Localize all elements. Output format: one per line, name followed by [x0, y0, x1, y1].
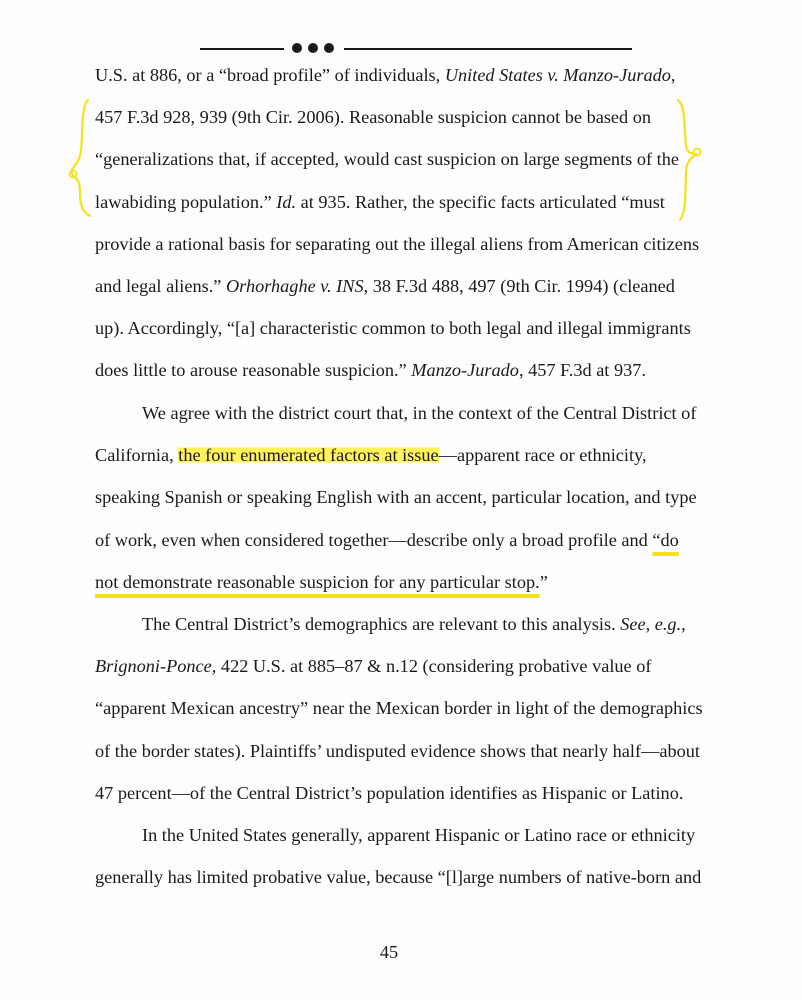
text-line: [95, 265, 715, 307]
text-line: “generalizations that, if accepted, would cast suspicion on large segments of the: [95, 149, 679, 170]
text-line: 457 F.3d 928, 939 (9th Cir. 2006). Reasonable suspicion cannot be based on: [95, 107, 652, 128]
paragraph-united-states: [95, 814, 715, 898]
text-run: , 38 F.3d 488, 497 (9th Cir. 1994) (cleaned: [363, 275, 675, 296]
ornament-dot: [324, 43, 334, 53]
text-line: provide a rational basis for separating out the illegal aliens from American citizens: [95, 233, 700, 254]
text-line: up). Accordingly, “[a] characteristic common to both legal and illegal immigrants: [95, 318, 691, 339]
paragraph-agree: [95, 392, 715, 603]
divider-rule-left: [200, 48, 284, 50]
text-run: California,: [95, 445, 179, 466]
text-run: The Central District’s demographics are relevant to this analysis.: [142, 614, 621, 634]
text-run: ,: [681, 614, 686, 634]
divider-rule-right: [344, 48, 632, 50]
text-line: [95, 434, 715, 476]
text-line: We agree with the district court that, in the context of the Central District of: [142, 403, 697, 423]
underlined-text: not demonstrate reasonable suspicion for any particular stop.: [95, 571, 540, 592]
left-bracket-annotation: [66, 96, 96, 220]
text-line: [95, 561, 715, 603]
text-line: [95, 645, 715, 687]
paragraph-continuation: [95, 54, 715, 392]
text-line: In the United States generally, apparent Hispanic or Latino race or ethnicity: [142, 825, 696, 845]
text-run: ”: [539, 571, 548, 592]
text-line: [95, 603, 715, 645]
case-citation: United States v. Manzo-Jurado: [444, 65, 671, 85]
text-line: [95, 54, 715, 96]
text-run: , 457 F.3d at 937.: [518, 360, 646, 381]
text-run: lawabiding population.”: [95, 191, 277, 212]
text-line: [95, 519, 715, 561]
text-line: speaking Spanish or speaking English with an accent, particular location, and type: [95, 487, 697, 508]
text-line: [95, 181, 715, 223]
text-run: —apparent race or ethnicity,: [438, 445, 647, 466]
underlined-text: “do: [652, 529, 679, 550]
text-run: , 422 U.S. at 885–87 & n.12 (considering probative value of: [211, 656, 652, 677]
case-citation: Manzo-Jurado: [411, 360, 519, 381]
paragraph-demographics: [95, 603, 715, 814]
highlighted-text: the four enumerated factors at issue: [178, 445, 439, 466]
text-run: of work, even when considered together—describe only a broad profile and: [95, 529, 653, 550]
text-line: “apparent Mexican ancestry” near the Mexican border in light of the demographics: [95, 698, 703, 719]
text-line: 47 percent—of the Central District’s population identifies as Hispanic or Latino.: [95, 782, 684, 803]
text-run: ,: [670, 65, 676, 85]
text-line: [95, 349, 715, 391]
case-citation: Brignoni-Ponce: [95, 656, 212, 677]
id-citation: Id.: [276, 191, 297, 212]
text-run: and legal aliens.”: [95, 275, 226, 296]
text-line: of the border states). Plaintiffs’ undisputed evidence shows that nearly half—about: [95, 740, 700, 761]
text-run: does little to arouse reasonable suspicion.”: [95, 360, 412, 381]
case-citation: Orhorhaghe v. INS: [225, 275, 364, 296]
signal-citation: See, e.g.: [620, 614, 682, 634]
ornament-dot: [308, 43, 318, 53]
page-number: 45: [379, 942, 399, 962]
text-run: U.S. at 886, or a “broad profile” of individuals,: [95, 65, 445, 85]
ornament-dot: [292, 43, 302, 53]
text-run: at 935. Rather, the specific facts articulated “must: [296, 191, 665, 212]
text-line: generally has limited probative value, because “[l]arge numbers of native-born and: [95, 867, 702, 888]
